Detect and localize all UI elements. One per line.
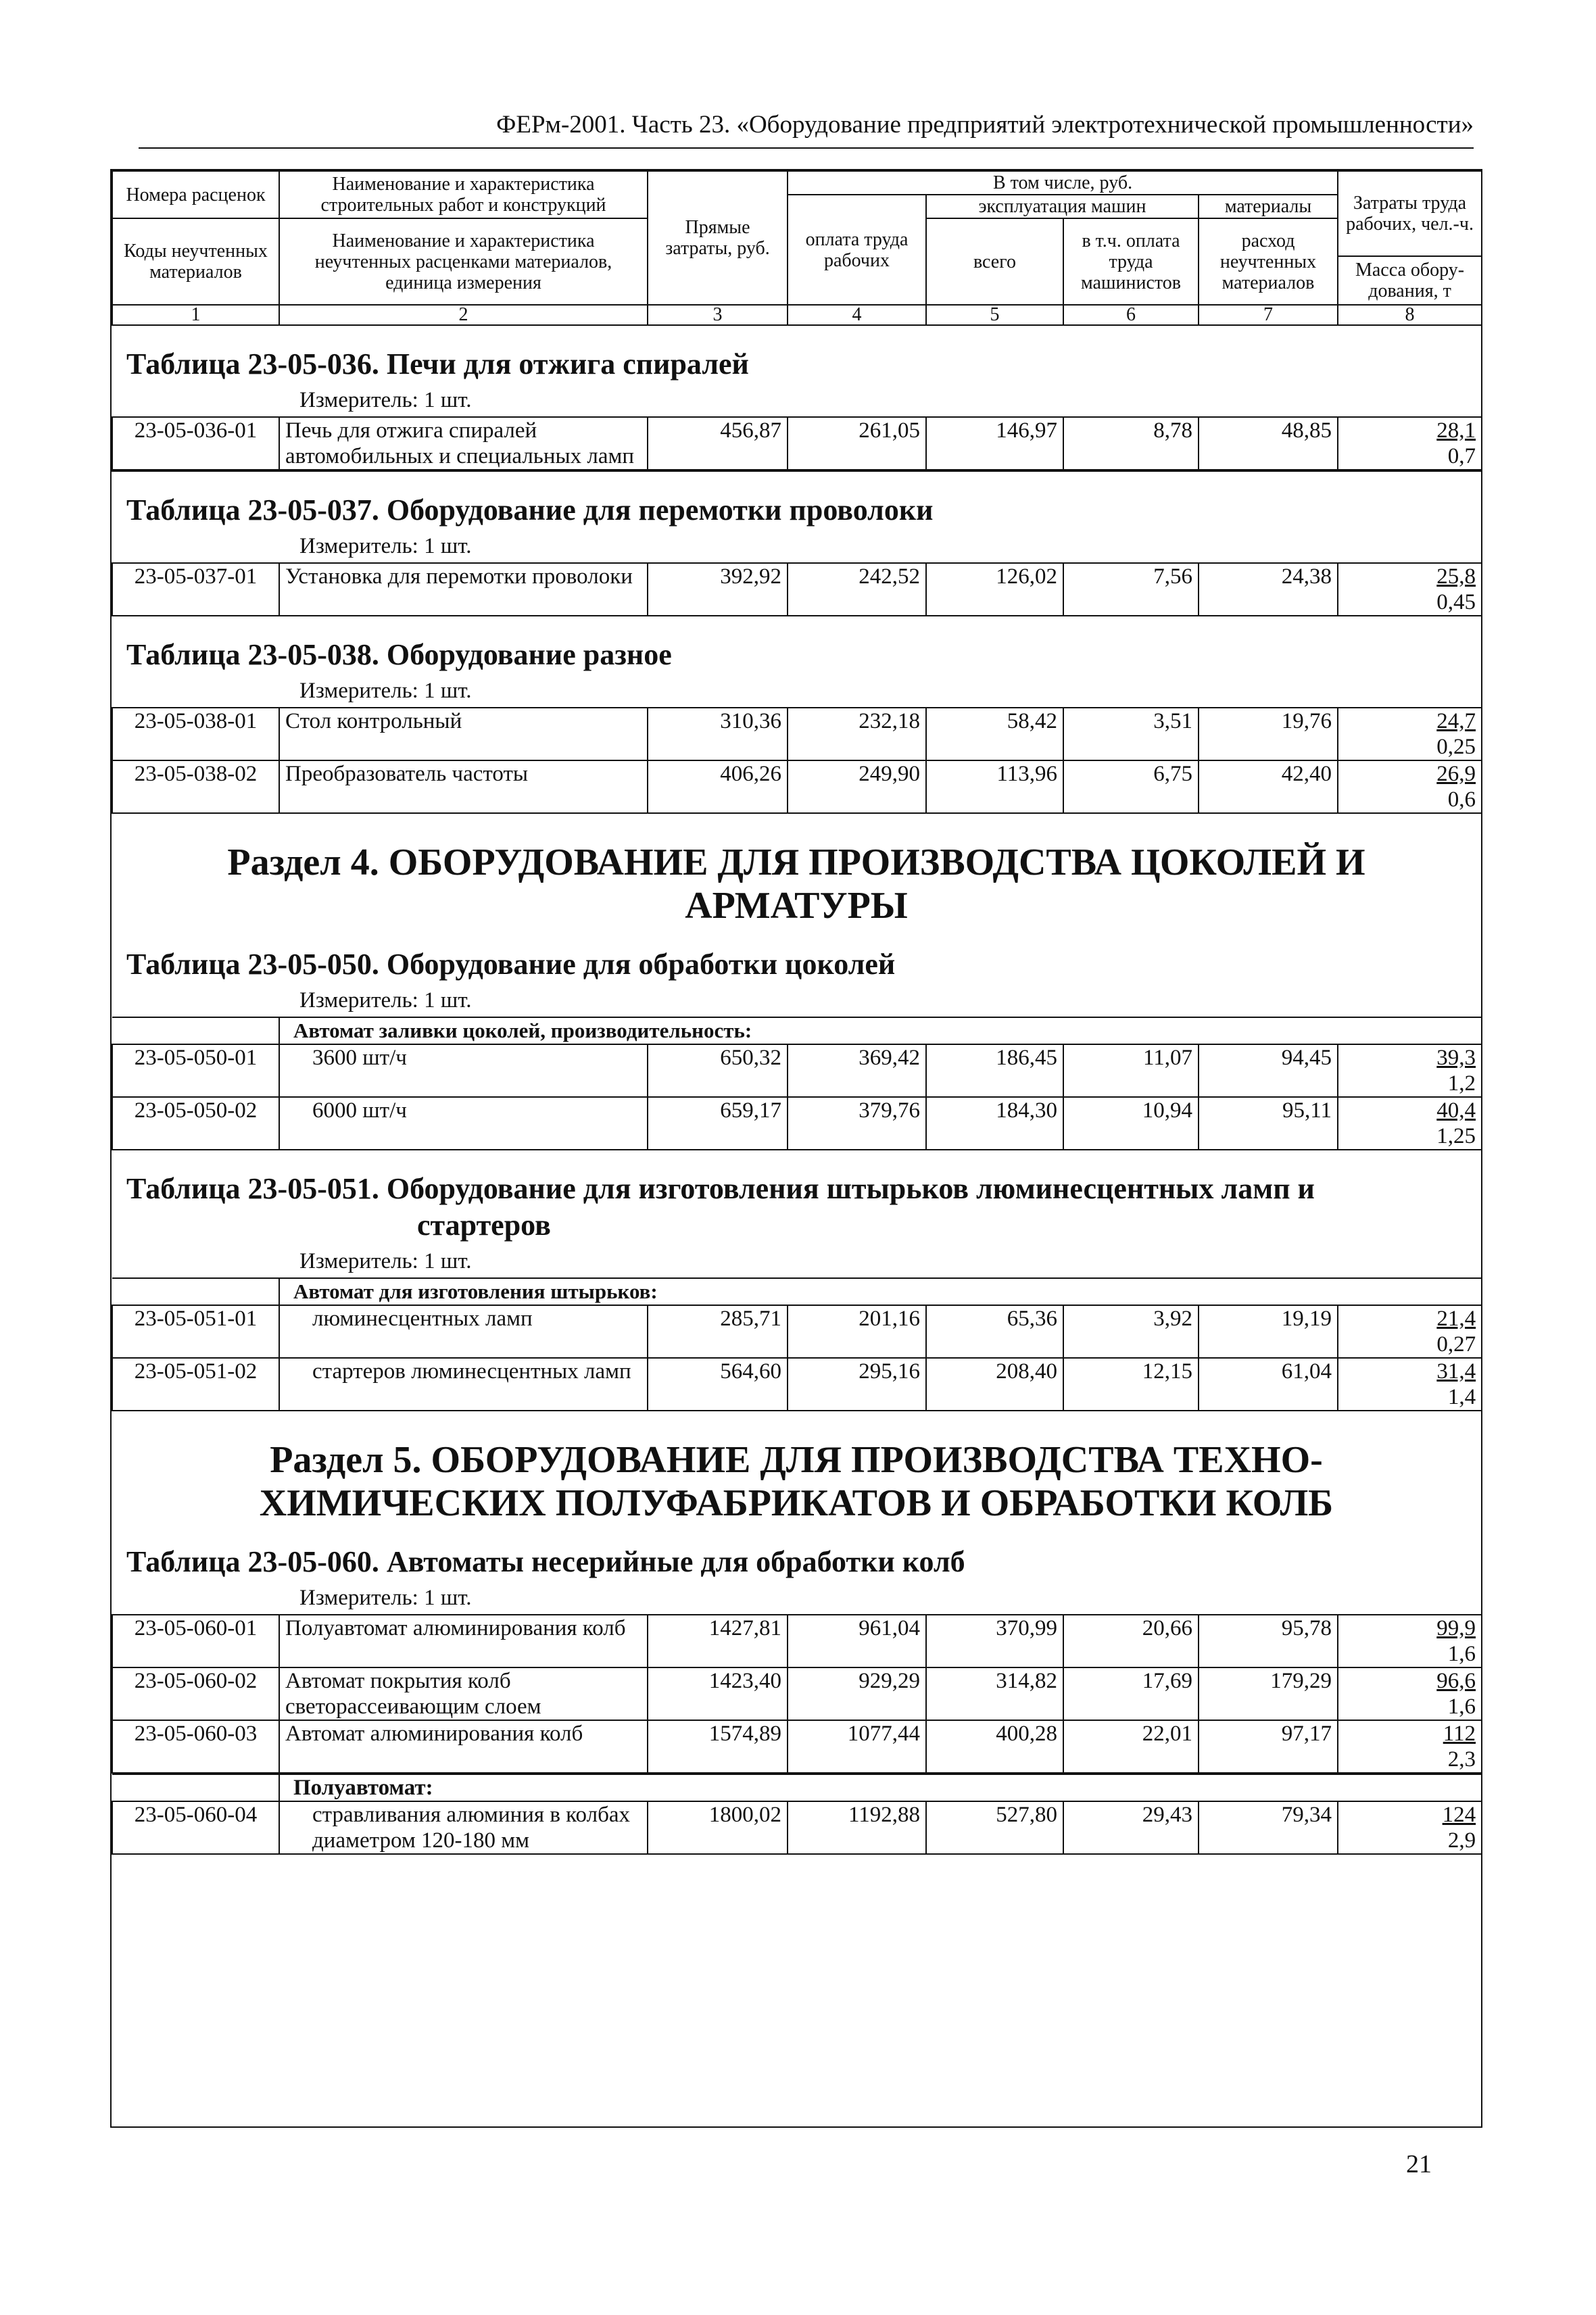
rate-code: 23-05-051-02 xyxy=(112,1358,279,1411)
group-spacer xyxy=(112,1278,279,1305)
worker-pay: 1192,88 xyxy=(788,1801,926,1854)
labor-hours: 40,4 xyxy=(1436,1098,1476,1123)
group-heading: Автомат для изготовления штырьков: xyxy=(279,1278,1482,1305)
labor-hours: 21,4 xyxy=(1436,1307,1476,1331)
rate-name: люминесцентных ламп xyxy=(279,1305,648,1358)
rate-name: Преобразователь частоты xyxy=(279,760,648,813)
equipment-mass: 1,4 xyxy=(1447,1385,1476,1409)
labor-mass-cell xyxy=(1338,1667,1482,1720)
col-number: 2 xyxy=(279,305,648,325)
worker-pay: 1077,44 xyxy=(788,1720,926,1773)
column-header-table xyxy=(112,170,1482,326)
operator-pay: 22,01 xyxy=(1063,1720,1199,1773)
operator-pay: 20,66 xyxy=(1063,1615,1199,1667)
rate-code: 23-05-051-01 xyxy=(112,1305,279,1358)
incl-header: В том числе, руб. xyxy=(788,171,1338,195)
direct-costs: 1574,89 xyxy=(648,1720,788,1773)
page-number: 21 xyxy=(1406,2150,1432,2178)
direct-costs: 1800,02 xyxy=(648,1801,788,1854)
operator-pay: 29,43 xyxy=(1063,1801,1199,1854)
col2-header-top: Наименование и характеристика строительных работ и конструкций xyxy=(279,171,648,218)
table-title: Таблица 23-05-050. Оборудование для обработки цоколей xyxy=(126,948,896,981)
table-title: Таблица 23-05-060. Автоматы несерийные для обработки колб xyxy=(126,1545,965,1578)
labor-mass-cell xyxy=(1338,1615,1482,1667)
direct-costs: 659,17 xyxy=(648,1097,788,1150)
materials-cost: 24,38 xyxy=(1199,563,1338,616)
rate-code: 23-05-060-04 xyxy=(112,1801,279,1854)
equipment-mass: 2,9 xyxy=(1447,1828,1476,1853)
rates-table xyxy=(112,1614,1482,1774)
header-title: ФЕРм-2001. Часть 23. «Оборудование предприятий электротехнической промышленности» xyxy=(496,111,1474,139)
materials-cost: 79,34 xyxy=(1199,1801,1338,1854)
machines-total: 400,28 xyxy=(926,1720,1063,1773)
rate-name: Печь для отжига спиралей автомобильных и специальных ламп xyxy=(279,417,648,470)
table-row xyxy=(112,1044,1482,1097)
equipment-mass: 2,3 xyxy=(1447,1747,1476,1772)
col6-header: в т.ч. оплата труда машинистов xyxy=(1063,218,1199,305)
labor-mass-cell xyxy=(1338,1044,1482,1097)
materials-cost: 179,29 xyxy=(1199,1667,1338,1720)
materials-cost: 61,04 xyxy=(1199,1358,1338,1411)
norms-table-frame xyxy=(110,169,1482,2128)
col1-header-bottom: Коды неучтенных материалов xyxy=(112,218,279,305)
rates-table xyxy=(112,1017,1482,1150)
labor-hours: 124 xyxy=(1442,1803,1476,1827)
materials-cost: 95,11 xyxy=(1199,1097,1338,1150)
table-row xyxy=(112,417,1482,470)
page-header xyxy=(139,108,1474,149)
rates-table xyxy=(112,416,1482,470)
equipment-mass: 1,6 xyxy=(1447,1642,1476,1666)
table-row xyxy=(112,1667,1482,1720)
materials-cost: 19,19 xyxy=(1199,1305,1338,1358)
worker-pay: 961,04 xyxy=(788,1615,926,1667)
col4-header: оплата труда рабочих xyxy=(788,195,926,305)
rate-code: 23-05-037-01 xyxy=(112,563,279,616)
group-spacer xyxy=(112,1017,279,1044)
table-row xyxy=(112,1097,1482,1150)
group-spacer xyxy=(112,1774,279,1801)
measure-unit: Измеритель: 1 шт. xyxy=(299,988,472,1013)
measure-unit: Измеритель: 1 шт. xyxy=(299,1249,472,1273)
rate-code: 23-05-060-02 xyxy=(112,1667,279,1720)
labor-hours: 26,9 xyxy=(1436,762,1476,786)
col-number: 1 xyxy=(112,305,279,325)
operator-pay: 6,75 xyxy=(1063,760,1199,813)
operator-pay: 11,07 xyxy=(1063,1044,1199,1097)
table-row xyxy=(112,1358,1482,1411)
rate-name: стравливания алюминия в колбах диаметром 120-180 мм xyxy=(279,1801,648,1854)
worker-pay: 232,18 xyxy=(788,708,926,760)
labor-mass-cell xyxy=(1338,417,1482,470)
table-row xyxy=(112,708,1482,760)
direct-costs: 392,92 xyxy=(648,563,788,616)
measure-unit: Измеритель: 1 шт. xyxy=(299,679,472,703)
col8-header-bottom: Масса обору-дования, т xyxy=(1338,256,1482,305)
machines-total: 146,97 xyxy=(926,417,1063,470)
direct-costs: 310,36 xyxy=(648,708,788,760)
equipment-mass: 1,2 xyxy=(1447,1071,1476,1096)
labor-hours: 25,8 xyxy=(1436,564,1476,589)
col-number: 8 xyxy=(1338,305,1482,325)
group-heading: Полуавтомат: xyxy=(279,1774,1482,1801)
table-row xyxy=(112,1615,1482,1667)
rate-code: 23-05-050-02 xyxy=(112,1097,279,1150)
col-number: 6 xyxy=(1063,305,1199,325)
labor-mass-cell xyxy=(1338,1097,1482,1150)
labor-hours: 31,4 xyxy=(1436,1359,1476,1384)
machines-total: 65,36 xyxy=(926,1305,1063,1358)
rate-code: 23-05-038-02 xyxy=(112,760,279,813)
machines-total: 184,30 xyxy=(926,1097,1063,1150)
equipment-mass: 0,6 xyxy=(1447,787,1476,812)
labor-hours: 112 xyxy=(1443,1722,1476,1746)
direct-costs: 285,71 xyxy=(648,1305,788,1358)
direct-costs: 456,87 xyxy=(648,417,788,470)
rate-name: Стол контрольный xyxy=(279,708,648,760)
col1-header-top: Номера расценок xyxy=(112,171,279,218)
labor-hours: 99,9 xyxy=(1436,1616,1476,1640)
table-row xyxy=(112,760,1482,813)
direct-costs: 564,60 xyxy=(648,1358,788,1411)
labor-mass-cell xyxy=(1338,1720,1482,1773)
equipment-mass: 0,27 xyxy=(1436,1332,1476,1357)
col3-header: Прямые затраты, руб. xyxy=(648,171,788,305)
col2-header-bottom: Наименование и характеристика неучтенных расценками материалов, единица измерения xyxy=(279,218,648,305)
rate-name: стартеров люминесцентных ламп xyxy=(279,1358,648,1411)
col-number: 7 xyxy=(1199,305,1338,325)
labor-hours: 39,3 xyxy=(1436,1046,1476,1070)
labor-mass-cell xyxy=(1338,1305,1482,1358)
table-row xyxy=(112,1305,1482,1358)
labor-hours: 28,1 xyxy=(1436,418,1476,443)
table-title-text: Таблица 23-05-051. Оборудование для изготовления штырьков люминесцентных ламп и xyxy=(126,1172,1315,1205)
materials-cost: 95,78 xyxy=(1199,1615,1338,1667)
col7-header: расход неучтенных материалов xyxy=(1199,218,1338,305)
table-title: Таблица 23-05-038. Оборудование разное xyxy=(126,638,672,671)
equipment-mass: 1,25 xyxy=(1436,1124,1476,1148)
rate-name: 3600 шт/ч xyxy=(279,1044,648,1097)
table-title: Таблица 23-05-036. Печи для отжига спиралей xyxy=(126,347,749,381)
machines-total: 527,80 xyxy=(926,1801,1063,1854)
direct-costs: 406,26 xyxy=(648,760,788,813)
materials-cost: 97,17 xyxy=(1199,1720,1338,1773)
direct-costs: 1423,40 xyxy=(648,1667,788,1720)
operator-pay: 17,69 xyxy=(1063,1667,1199,1720)
table-row xyxy=(112,563,1482,616)
equipment-mass: 0,45 xyxy=(1436,590,1476,614)
direct-costs: 1427,81 xyxy=(648,1615,788,1667)
machines-total: 186,45 xyxy=(926,1044,1063,1097)
labor-mass-cell xyxy=(1338,760,1482,813)
rate-code: 23-05-060-01 xyxy=(112,1615,279,1667)
rate-code: 23-05-050-01 xyxy=(112,1044,279,1097)
measure-unit: Измеритель: 1 шт. xyxy=(299,1586,472,1610)
materials-cost: 42,40 xyxy=(1199,760,1338,813)
machines-total: 126,02 xyxy=(926,563,1063,616)
col-number: 5 xyxy=(926,305,1063,325)
section-heading: Раздел 4. ОБОРУДОВАНИЕ ДЛЯ ПРОИЗВОДСТВА ЦОКОЛЕЙ И АРМАТУРЫ xyxy=(227,842,1365,927)
measure-unit: Измеритель: 1 шт. xyxy=(299,388,472,412)
rate-name: Полуавтомат алюминирования колб xyxy=(279,1615,648,1667)
table-row xyxy=(112,1720,1482,1773)
machines-total: 314,82 xyxy=(926,1667,1063,1720)
rate-code: 23-05-036-01 xyxy=(112,417,279,470)
direct-costs: 650,32 xyxy=(648,1044,788,1097)
worker-pay: 201,16 xyxy=(788,1305,926,1358)
operator-pay: 3,92 xyxy=(1063,1305,1199,1358)
operator-pay: 12,15 xyxy=(1063,1358,1199,1411)
machines-total: 370,99 xyxy=(926,1615,1063,1667)
rates-table xyxy=(112,1774,1482,1855)
rates-table xyxy=(112,707,1482,814)
col8-header-top: Затраты труда рабочих, чел.-ч. xyxy=(1338,171,1482,256)
machines-total: 208,40 xyxy=(926,1358,1063,1411)
materials-header: материалы xyxy=(1199,195,1338,218)
operator-pay: 8,78 xyxy=(1063,417,1199,470)
rate-name: Автомат алюминирования колб xyxy=(279,1720,648,1773)
rate-name: Автомат покрытия колб светорассеивающим слоем xyxy=(279,1667,648,1720)
machines-total: 58,42 xyxy=(926,708,1063,760)
worker-pay: 249,90 xyxy=(788,760,926,813)
equipment-mass: 0,7 xyxy=(1447,444,1476,468)
worker-pay: 379,76 xyxy=(788,1097,926,1150)
table-title xyxy=(112,1150,1481,1248)
worker-pay: 929,29 xyxy=(788,1667,926,1720)
labor-mass-cell xyxy=(1338,708,1482,760)
labor-hours: 24,7 xyxy=(1436,709,1476,733)
col-number: 4 xyxy=(788,305,926,325)
operator-pay: 10,94 xyxy=(1063,1097,1199,1150)
section-heading: Раздел 5. ОБОРУДОВАНИЕ ДЛЯ ПРОИЗВОДСТВА ТЕХНО-ХИМИЧЕСКИХ ПОЛУФАБРИКАТОВ И ОБРАБОТКИ КОЛБ xyxy=(259,1439,1334,1524)
worker-pay: 369,42 xyxy=(788,1044,926,1097)
rate-name: 6000 шт/ч xyxy=(279,1097,648,1150)
measure-unit: Измеритель: 1 шт. xyxy=(299,534,472,558)
materials-cost: 94,45 xyxy=(1199,1044,1338,1097)
labor-mass-cell xyxy=(1338,563,1482,616)
labor-mass-cell xyxy=(1338,1358,1482,1411)
col5-header: всего xyxy=(926,218,1063,305)
table-title: Таблица 23-05-037. Оборудование для перемотки проволоки xyxy=(112,470,1481,533)
worker-pay: 261,05 xyxy=(788,417,926,470)
rate-code: 23-05-060-03 xyxy=(112,1720,279,1773)
equipment-mass: 1,6 xyxy=(1447,1695,1476,1719)
labor-hours: 96,6 xyxy=(1436,1669,1476,1693)
operator-pay: 3,51 xyxy=(1063,708,1199,760)
col-number: 3 xyxy=(648,305,788,325)
machines-header: эксплуатация машин xyxy=(926,195,1199,218)
materials-cost: 48,85 xyxy=(1199,417,1338,470)
rate-name: Установка для перемотки проволоки xyxy=(279,563,648,616)
worker-pay: 242,52 xyxy=(788,563,926,616)
machines-total: 113,96 xyxy=(926,760,1063,813)
rates-table xyxy=(112,562,1482,616)
table-row xyxy=(112,1801,1482,1854)
materials-cost: 19,76 xyxy=(1199,708,1338,760)
rate-code: 23-05-038-01 xyxy=(112,708,279,760)
operator-pay: 7,56 xyxy=(1063,563,1199,616)
labor-mass-cell xyxy=(1338,1801,1482,1854)
group-heading: Автомат заливки цоколей, производительность: xyxy=(279,1017,1482,1044)
table-title-continuation: стартеров xyxy=(417,1209,551,1242)
rates-table xyxy=(112,1277,1482,1411)
worker-pay: 295,16 xyxy=(788,1358,926,1411)
equipment-mass: 0,25 xyxy=(1436,735,1476,759)
